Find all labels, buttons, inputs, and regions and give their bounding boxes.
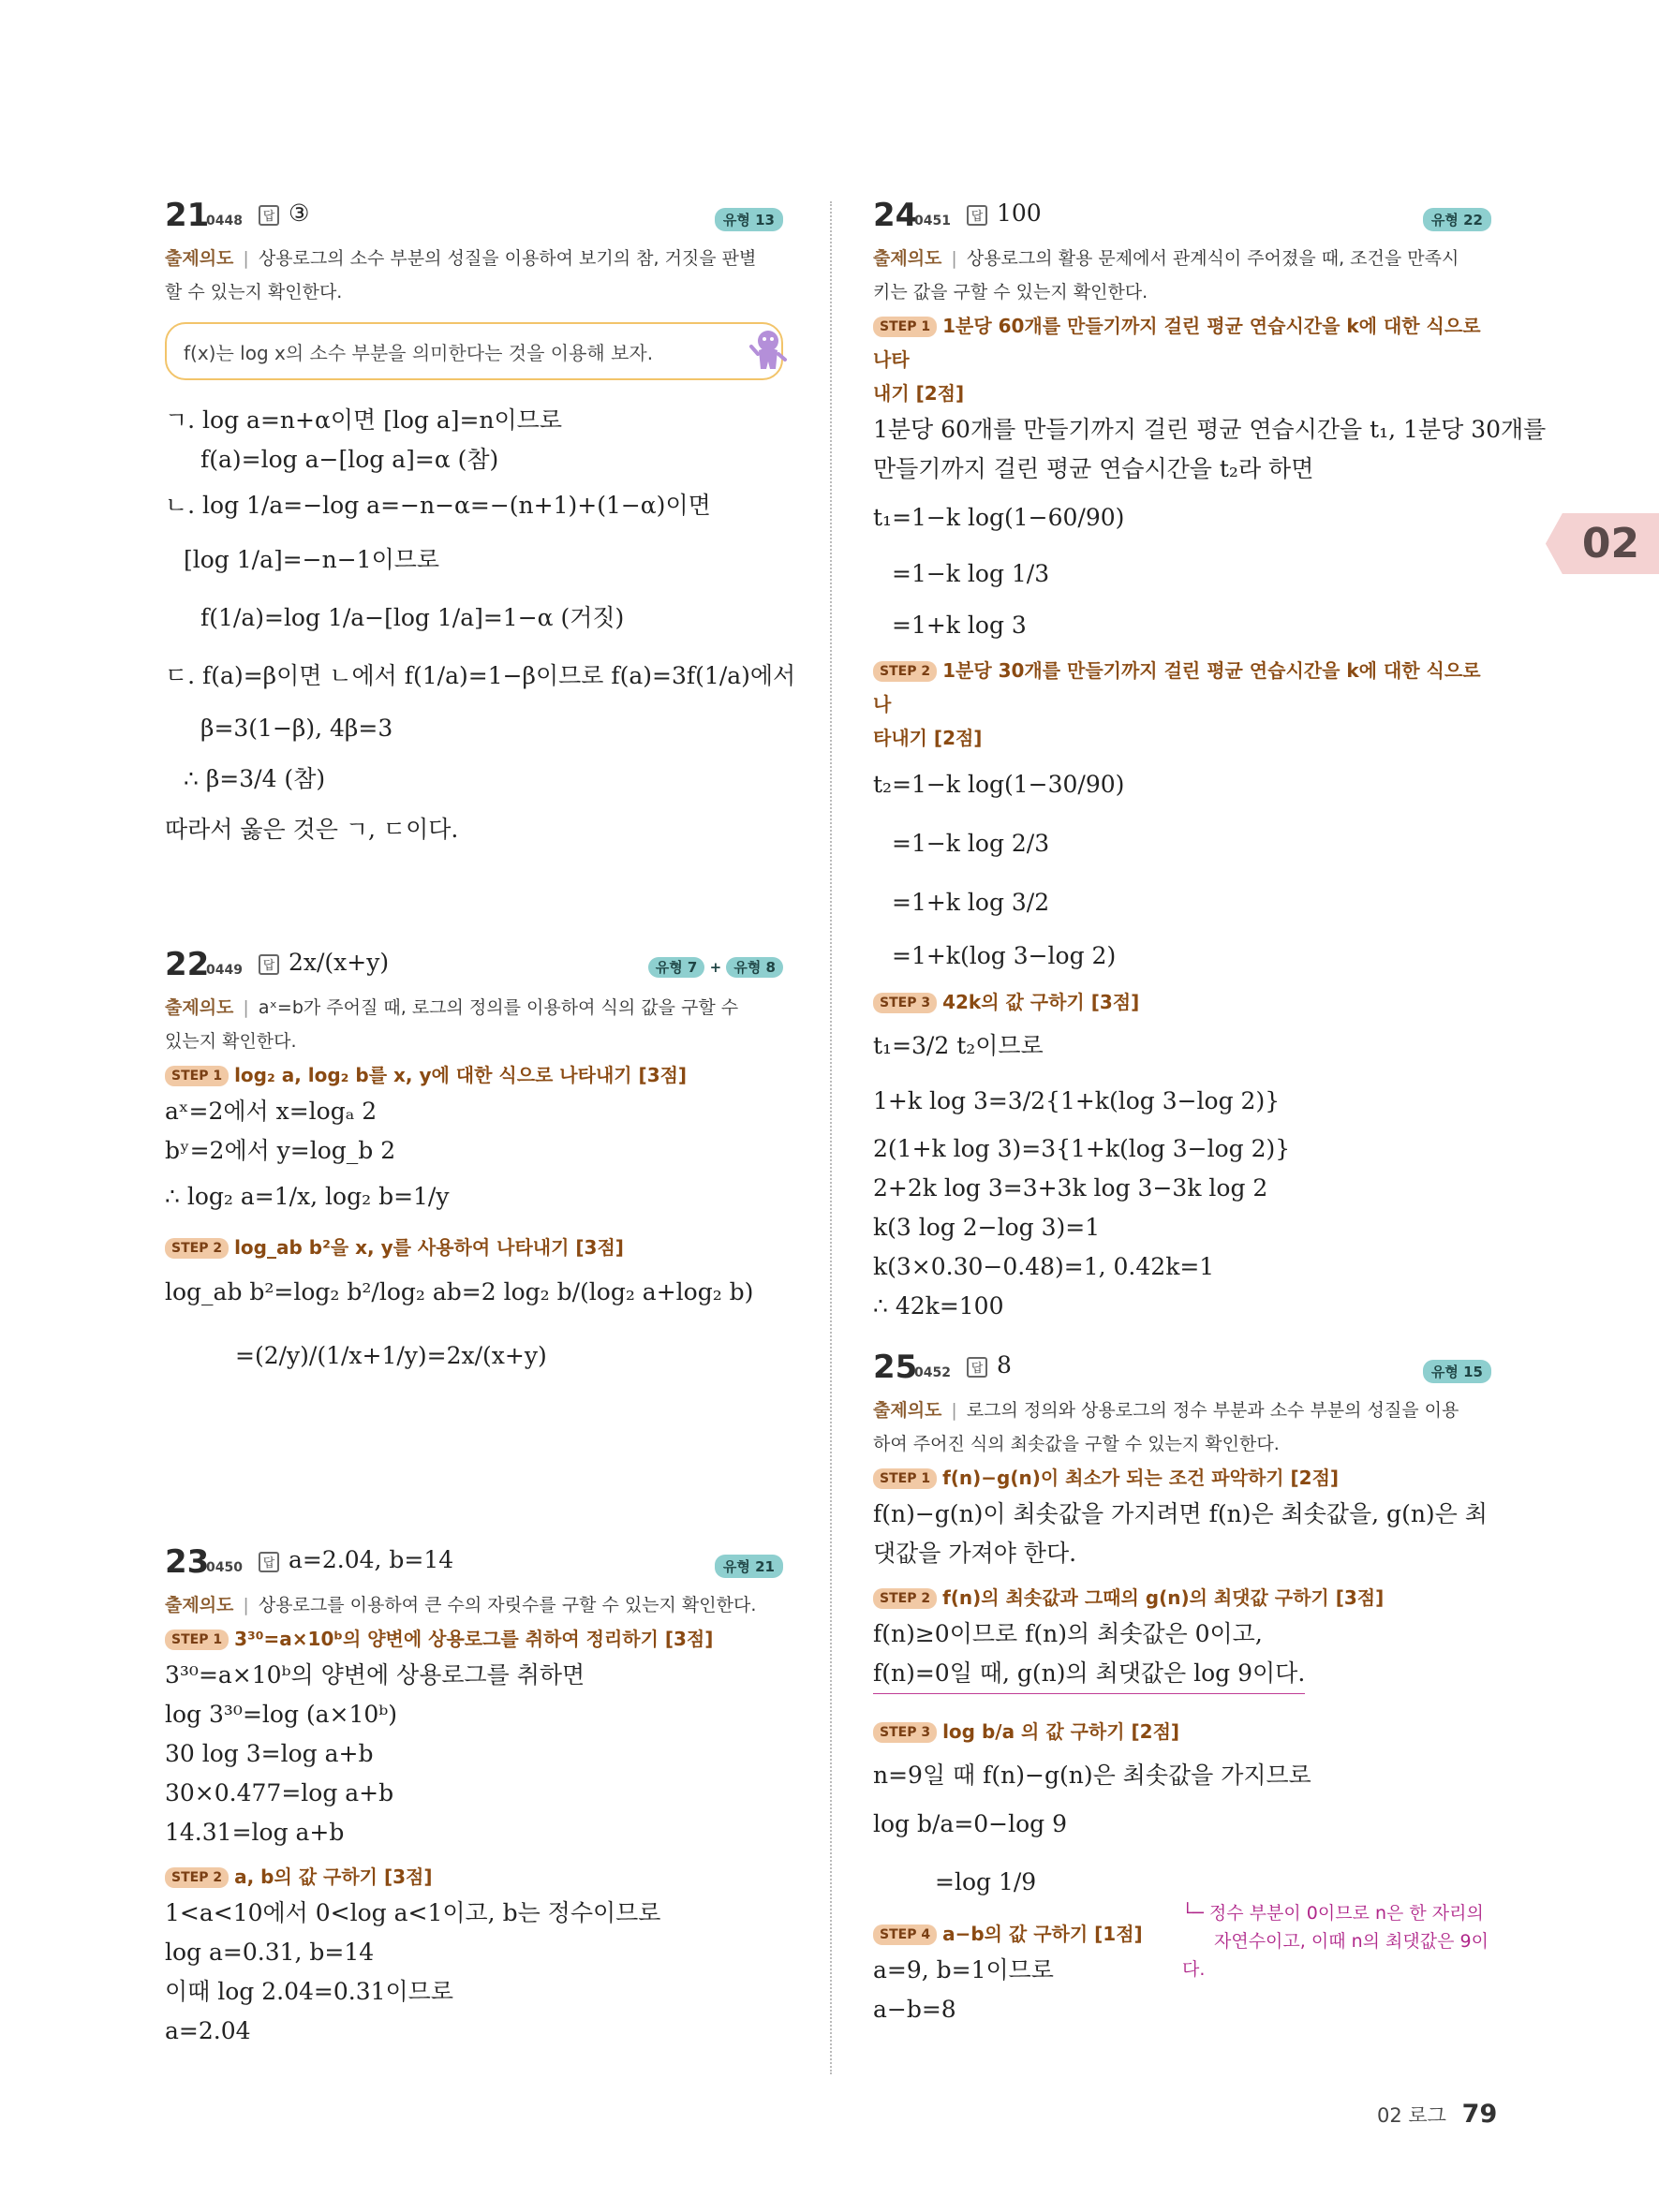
solution-line: 댓값을 가져야 한다. bbox=[873, 1540, 1077, 1567]
intent-label: 출제의도 bbox=[165, 1595, 234, 1615]
solution-line: ㄴ. log 1/a=−log a=−n−α=−(n+1)+(1−α)이면 bbox=[165, 492, 711, 519]
solution-line: log 3³⁰=log (a×10ᵇ) bbox=[165, 1701, 398, 1728]
step-4: STEP 4 a−b의 값 구하기 [1점] bbox=[873, 1917, 1491, 1951]
footer-chapter: 02 로그 bbox=[1377, 2104, 1446, 2127]
problem-number: 25 bbox=[873, 1349, 918, 1386]
step-title: log b/a 의 값 구하기 [2점] bbox=[942, 1720, 1180, 1743]
problem-22 bbox=[165, 946, 783, 1392]
step-1: STEP 1 f(n)−g(n)이 최소가 되는 조건 파악하기 [2점] bbox=[873, 1461, 1491, 1495]
intent-text: 로그의 정의와 상용로그의 정수 부분과 소수 부분의 성질을 이용 bbox=[966, 1400, 1459, 1421]
problem-number: 22 bbox=[165, 946, 210, 983]
chapter-tab: 02 bbox=[1563, 513, 1659, 574]
step-1: STEP 1 3³⁰=a×10ᵇ의 양변에 상용로그를 취하여 정리하기 [3점] bbox=[165, 1622, 783, 1656]
answer: 8 bbox=[997, 1351, 1012, 1379]
solution-line: log b/a=0−log 9 bbox=[873, 1810, 1068, 1837]
solution-line: [log 1/a]=−n−1이므로 bbox=[184, 546, 440, 573]
solution-line: 3³⁰=a×10ᵇ의 양변에 상용로그를 취하면 bbox=[165, 1661, 585, 1688]
solution-line: log a=0.31, b=14 bbox=[165, 1939, 375, 1966]
problem-code: 0451 bbox=[914, 214, 951, 229]
intent: 출제의도 | 상용로그의 활용 문제에서 관계식이 주어졌을 때, 조건을 만족시 키는 값을 구할 수 있는지 확인한다. bbox=[873, 248, 1459, 302]
type-badge: 유형 21 bbox=[715, 1555, 783, 1578]
answer: 100 bbox=[997, 199, 1042, 227]
step-2: STEP 2 a, b의 값 구하기 [3점] bbox=[165, 1860, 783, 1894]
mascot-icon bbox=[749, 328, 787, 382]
annotation-note: └─ 정수 부분이 0이므로 n은 한 자리의 자연수이고, 이때 n의 최댓값은 9이다. bbox=[1182, 1903, 1489, 1980]
solution-line: 2+2k log 3=3+3k log 3−3k log 2 bbox=[873, 1174, 1268, 1202]
intent-label: 출제의도 bbox=[165, 997, 234, 1018]
problem-code: 0452 bbox=[914, 1365, 951, 1380]
step-title: 42k의 값 구하기 [3점] bbox=[942, 991, 1140, 1013]
answer-icon: 답 bbox=[259, 954, 279, 975]
step-2: STEP 2 f(n)의 최솟값과 그때의 g(n)의 최댓값 구하기 [3점] bbox=[873, 1581, 1491, 1615]
solution-line: a=2.04 bbox=[165, 2017, 251, 2044]
solution-line: =1+k(log 3−log 2) bbox=[892, 942, 1117, 969]
solution-line: f(n)=0일 때, g(n)의 최댓값은 log 9이다. bbox=[873, 1654, 1305, 1694]
problem-23 bbox=[165, 1543, 783, 2051]
intent-label: 출제의도 bbox=[873, 248, 942, 269]
solution-line: ㄷ. f(a)=β이면 ㄴ에서 f(1/a)=1−β이므로 f(a)=3f(1/a)에서 bbox=[165, 662, 796, 689]
step-title-2: 타내기 [2점] bbox=[873, 727, 983, 749]
solution-line: n=9일 때 f(n)−g(n)은 최솟값을 가지므로 bbox=[873, 1762, 1311, 1789]
problem-number: 21 bbox=[165, 197, 210, 234]
solution-line: f(a)=log a−[log a]=α (참) bbox=[200, 446, 499, 473]
problem-21 bbox=[165, 197, 796, 854]
intent-text: aˣ=b가 주어질 때, 로그의 정의를 이용하여 식의 값을 구할 수 bbox=[258, 997, 739, 1018]
answer: ③ bbox=[289, 199, 310, 227]
step-title: f(n)의 최솟값과 그때의 g(n)의 최댓값 구하기 [3점] bbox=[942, 1586, 1385, 1609]
solution-line: a−b=8 bbox=[873, 1996, 956, 2023]
type-badge: 유형 13 bbox=[715, 208, 783, 231]
type-badge: 유형 15 bbox=[1423, 1360, 1491, 1383]
type-badge: 유형 22 bbox=[1423, 208, 1491, 231]
step-title: log_ab b²을 x, y를 사용하여 나타내기 [3점] bbox=[234, 1236, 624, 1259]
intent-label: 출제의도 bbox=[165, 248, 234, 269]
step-title: 3³⁰=a×10ᵇ의 양변에 상용로그를 취하여 정리하기 [3점] bbox=[234, 1628, 714, 1650]
solution-line: =(2/y)/(1/x+1/y)=2x/(x+y) bbox=[235, 1342, 547, 1369]
answer: 2x/(x+y) bbox=[289, 949, 390, 976]
solution-line: f(n)≥0이므로 f(n)의 최솟값은 0이고, bbox=[873, 1620, 1263, 1647]
intent-text-2: 할 수 있는지 확인한다. bbox=[165, 282, 343, 302]
problem-number: 23 bbox=[165, 1543, 210, 1581]
solution-line: 1+k log 3=3/2{1+k(log 3−log 2)} bbox=[873, 1087, 1281, 1114]
answer-icon: 답 bbox=[967, 205, 987, 226]
solution-line: 1<a<10에서 0<log a<1이고, b는 정수이므로 bbox=[165, 1899, 661, 1926]
step-title-2: 내기 [2점] bbox=[873, 382, 965, 405]
intent: 출제의도 | 로그의 정의와 상용로그의 정수 부분과 소수 부분의 성질을 이용 하여 주어진 식의 최솟값을 구할 수 있는지 확인한다. bbox=[873, 1400, 1459, 1454]
step-1: STEP 1 log₂ a, log₂ b를 x, y에 대한 식으로 나타내기 [3점] bbox=[165, 1058, 783, 1092]
solution-line: =1+k log 3/2 bbox=[892, 889, 1050, 916]
problem-code: 0449 bbox=[206, 963, 243, 978]
intent-text: 상용로그의 활용 문제에서 관계식이 주어졌을 때, 조건을 만족시 bbox=[966, 248, 1459, 269]
solution-line: log_ab b²=log₂ b²/log₂ ab=2 log₂ b/(log₂ a+log₂ b) bbox=[165, 1278, 754, 1305]
answer-icon: 답 bbox=[259, 205, 279, 226]
solution-line: 14.31=log a+b bbox=[165, 1819, 345, 1846]
page-footer bbox=[1377, 2100, 1497, 2129]
step-2: STEP 2 1분당 30개를 만들기까지 걸린 평균 연습시간을 k에 대한 식으로 나 타내기 [2점] bbox=[873, 659, 1481, 749]
answer-icon: 답 bbox=[259, 1552, 279, 1572]
step-title: f(n)−g(n)이 최소가 되는 조건 파악하기 [2점] bbox=[942, 1467, 1340, 1489]
intent-text: 상용로그의 소수 부분의 성질을 이용하여 보기의 참, 거짓을 판별 bbox=[258, 248, 757, 269]
solution-line: 따라서 옳은 것은 ㄱ, ㄷ이다. bbox=[165, 816, 459, 843]
solution-line: bʸ=2에서 y=log_b 2 bbox=[165, 1137, 396, 1164]
column-divider bbox=[830, 201, 832, 2074]
problem-25 bbox=[873, 1349, 1491, 2029]
answer-icon: 답 bbox=[967, 1357, 987, 1378]
step-title: a, b의 값 구하기 [3점] bbox=[234, 1865, 433, 1888]
solution-line: k(3 log 2−log 3)=1 bbox=[873, 1214, 1101, 1241]
solution-line: =1−k log 1/3 bbox=[892, 560, 1050, 587]
solution-line: ∴ 42k=100 bbox=[873, 1292, 1004, 1320]
solution-line: 30×0.477=log a+b bbox=[165, 1779, 394, 1806]
step-title: log₂ a, log₂ b를 x, y에 대한 식으로 나타내기 [3점] bbox=[234, 1064, 688, 1086]
problem-number: 24 bbox=[873, 197, 918, 234]
solution-line: ∴ log₂ a=1/x, log₂ b=1/y bbox=[165, 1183, 450, 1210]
intent: 출제의도 | 상용로그를 이용하여 큰 수의 자릿수를 구할 수 있는지 확인한다. bbox=[165, 1595, 757, 1615]
intent-text-2: 있는지 확인한다. bbox=[165, 1031, 297, 1052]
solution-line: t₁=3/2 t₂이므로 bbox=[873, 1032, 1044, 1059]
solution-line: aˣ=2에서 x=logₐ 2 bbox=[165, 1098, 378, 1125]
page-number: 79 bbox=[1461, 2100, 1498, 2129]
note-line: 정수 부분이 0이므로 n은 한 자리의 bbox=[1208, 1903, 1484, 1924]
solution-line: β=3(1−β), 4β=3 bbox=[200, 715, 393, 742]
solution-line: =log 1/9 bbox=[935, 1868, 1037, 1895]
answer: a=2.04, b=14 bbox=[289, 1546, 454, 1573]
solution-line: =1+k log 3 bbox=[892, 612, 1027, 639]
step-title: 1분당 60개를 만들기까지 걸린 평균 연습시간을 k에 대한 식으로 나타 bbox=[873, 315, 1481, 371]
solution-line: ∴ β=3/4 (참) bbox=[184, 765, 326, 792]
solution-line: 만들기까지 걸린 평균 연습시간을 t₂라 하면 bbox=[873, 455, 1314, 482]
solution-line: ㄱ. log a=n+α이면 [log a]=n이므로 bbox=[165, 406, 562, 434]
step-3: STEP 3 42k의 값 구하기 [3점] bbox=[873, 985, 1491, 1019]
step-title: 1분당 30개를 만들기까지 걸린 평균 연습시간을 k에 대한 식으로 나 bbox=[873, 659, 1481, 715]
type-badge: 유형 7 bbox=[648, 957, 705, 978]
problem-code: 0450 bbox=[206, 1560, 243, 1575]
solution-line: 1분당 60개를 만들기까지 걸린 평균 연습시간을 t₁, 1분당 30개를 bbox=[873, 416, 1547, 443]
solution-line: =1−k log 2/3 bbox=[892, 830, 1050, 857]
solution-line: t₂=1−k log(1−30/90) bbox=[873, 771, 1125, 798]
type-badge: 유형 8 bbox=[726, 957, 783, 978]
step-1: STEP 1 1분당 60개를 만들기까지 걸린 평균 연습시간을 k에 대한 식으로 나타 내기 [2점] bbox=[873, 315, 1481, 405]
step-2: STEP 2 log_ab b²을 x, y를 사용하여 나타내기 [3점] bbox=[165, 1231, 783, 1264]
hint-box bbox=[165, 322, 783, 380]
intent-text-2: 키는 값을 구할 수 있는지 확인한다. bbox=[873, 282, 1148, 302]
hint-text: f(x)는 log x의 소수 부분을 의미한다는 것을 이용해 보자. bbox=[184, 342, 654, 364]
intent: 출제의도 | aˣ=b가 주어질 때, 로그의 정의를 이용하여 식의 값을 구할 수 있는지 확인한다. bbox=[165, 997, 739, 1052]
note-line: 자연수이고, 이때 n의 최댓값은 9이다. bbox=[1182, 1931, 1489, 1980]
solution-line: a=9, b=1이므로 bbox=[873, 1956, 1054, 1983]
step-title: a−b의 값 구하기 [1점] bbox=[942, 1923, 1143, 1945]
solution-line: f(1/a)=log 1/a−[log 1/a]=1−α (거짓) bbox=[200, 604, 625, 631]
solution-line: t₁=1−k log(1−60/90) bbox=[873, 504, 1125, 531]
solution-line: k(3×0.30−0.48)=1, 0.42k=1 bbox=[873, 1253, 1215, 1280]
solution-line: 2(1+k log 3)=3{1+k(log 3−log 2)} bbox=[873, 1135, 1291, 1162]
intent-label: 출제의도 bbox=[873, 1400, 942, 1421]
intent: 출제의도 | 상용로그의 소수 부분의 성질을 이용하여 보기의 참, 거짓을 판별 할 수 있는지 확인한다. bbox=[165, 248, 757, 302]
problem-code: 0448 bbox=[206, 214, 243, 229]
type-badges: 유형 7 + 유형 8 bbox=[648, 957, 783, 977]
intent-text-2: 하여 주어진 식의 최솟값을 구할 수 있는지 확인한다. bbox=[873, 1434, 1280, 1454]
solution-line: f(n)−g(n)이 최솟값을 가지려면 f(n)은 최솟값을, g(n)은 최 bbox=[873, 1500, 1488, 1527]
step-3: STEP 3 log b/a 의 값 구하기 [2점] bbox=[873, 1715, 1491, 1748]
solution-line: 이때 log 2.04=0.31이므로 bbox=[165, 1978, 453, 2005]
problem-24 bbox=[873, 197, 1547, 1326]
intent-text: 상용로그를 이용하여 큰 수의 자릿수를 구할 수 있는지 확인한다. bbox=[258, 1595, 757, 1615]
solution-line: 30 log 3=log a+b bbox=[165, 1740, 374, 1767]
